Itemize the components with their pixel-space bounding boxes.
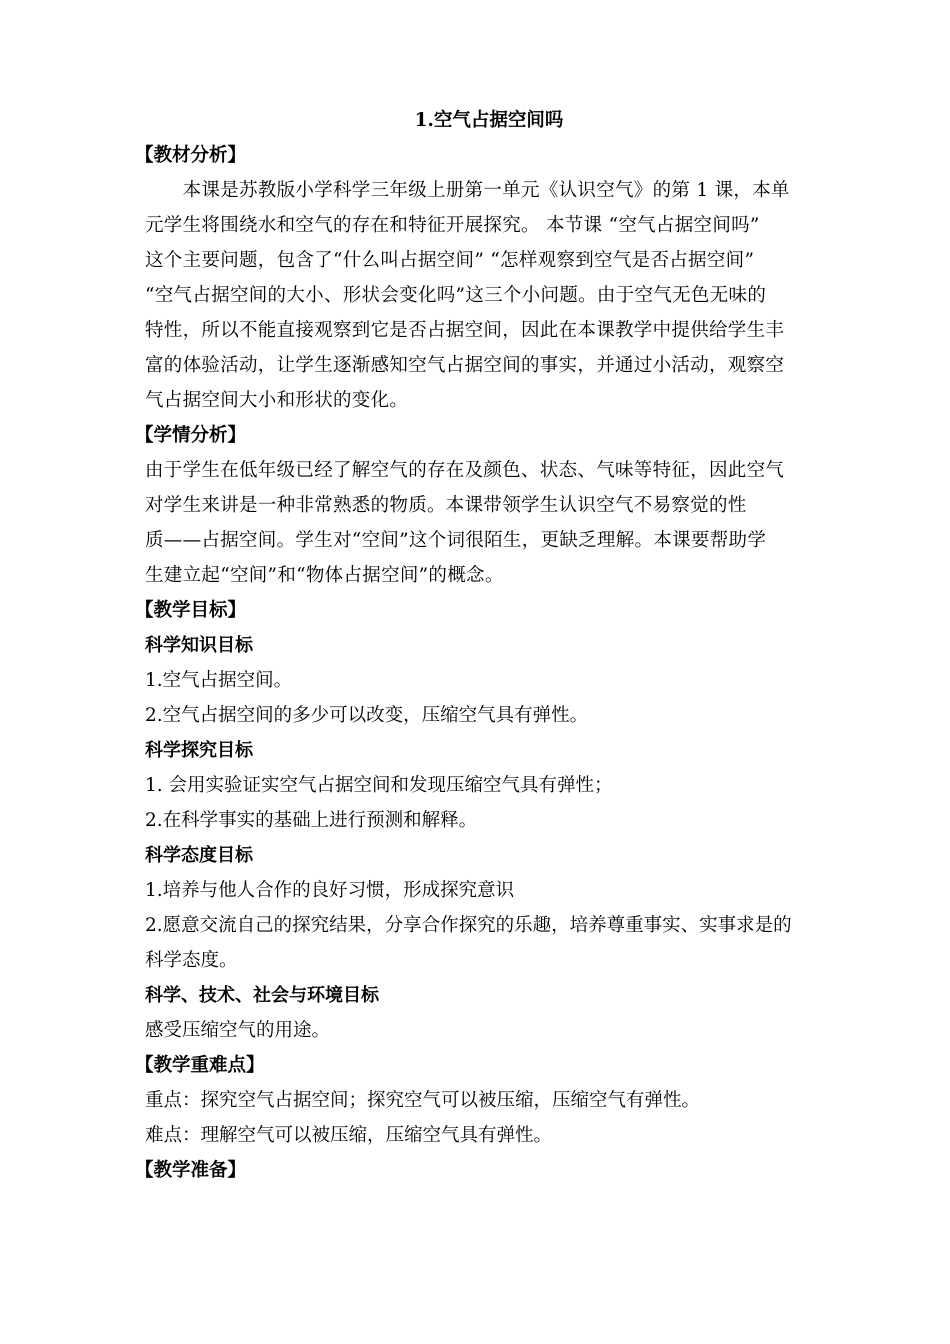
paragraph-line: 本课是苏教版小学科学三年级上册第一单元《认识空气》的第 1 课，本单 — [145, 180, 790, 201]
list-item: 感受压缩空气的用途。 — [145, 1020, 331, 1041]
list-item: 1.空气占据空间。 — [145, 670, 293, 691]
section-heading-preparation: 【教学准备】 — [135, 1160, 247, 1181]
list-item: 难点：理解空气可以被压缩，压缩空气具有弹性。 — [145, 1125, 553, 1146]
section-heading-key-points: 【教学重难点】 — [135, 1055, 265, 1076]
document-title: 1.空气占据空间吗 — [414, 110, 564, 131]
paragraph-line: 由于学生在低年级已经了解空气的存在及颜色、状态、气味等特征，因此空气 — [145, 460, 785, 481]
paragraph-line: 这个主要问题，包含了“什么叫占据空间” “怎样观察到空气是否占据空间” — [145, 250, 755, 271]
paragraph-line: 气占据空间大小和形状的变化。 — [145, 390, 409, 411]
paragraph-line: 生建立起“空间”和“物体占据空间”的概念。 — [145, 565, 504, 586]
list-item: 2.在科学事实的基础上进行预测和解释。 — [145, 810, 478, 831]
subheading-knowledge-goals: 科学知识目标 — [145, 635, 253, 656]
material-analysis-paragraph — [145, 173, 813, 418]
paragraph-line: 元学生将围绕水和空气的存在和特征开展探究。 本节课 “空气占据空间吗” — [145, 215, 760, 236]
list-item: 2.愿意交流自己的探究结果，分享合作探究的乐趣，培养尊重事实、实事求是的 — [145, 915, 792, 936]
subheading-attitude-goals: 科学态度目标 — [145, 845, 253, 866]
list-item: 1.培养与他人合作的良好习惯，形成探究意识 — [145, 880, 515, 901]
subheading-sts-goals: 科学、技术、社会与环境目标 — [145, 985, 379, 1006]
section-heading-material-analysis: 【教材分析】 — [135, 145, 247, 166]
paragraph-line: “空气占据空间的大小、形状会变化吗”这三个小问题。由于空气无色无味的 — [145, 285, 767, 306]
list-item: 2.空气占据空间的多少可以改变，压缩空气具有弹性。 — [145, 705, 589, 726]
paragraph-line: 质——占据空间。学生对“空间”这个词很陌生，更缺乏理解。本课要帮助学 — [145, 530, 767, 551]
section-heading-teaching-goals: 【教学目标】 — [135, 600, 247, 621]
paragraph-line: 富的体验活动，让学生逐渐感知空气占据空间的事实，并通过小活动，观察空 — [145, 355, 785, 376]
paragraph-line: 特性，所以不能直接观察到它是否占据空间，因此在本课教学中提供给学生丰 — [145, 320, 785, 341]
section-heading-student-analysis: 【学情分析】 — [135, 425, 247, 446]
subheading-inquiry-goals: 科学探究目标 — [145, 740, 253, 761]
list-item: 科学态度。 — [145, 950, 238, 971]
paragraph-line: 对学生来讲是一种非常熟悉的物质。本课带领学生认识空气不易察觉的性 — [145, 495, 747, 516]
list-item: 1. 会用实验证实空气占据空间和发现压缩空气具有弹性； — [145, 775, 613, 796]
list-item: 重点：探究空气占据空间；探究空气可以被压缩，压缩空气有弹性。 — [145, 1090, 701, 1111]
document-content — [135, 103, 813, 1188]
student-analysis-paragraph — [145, 453, 813, 593]
